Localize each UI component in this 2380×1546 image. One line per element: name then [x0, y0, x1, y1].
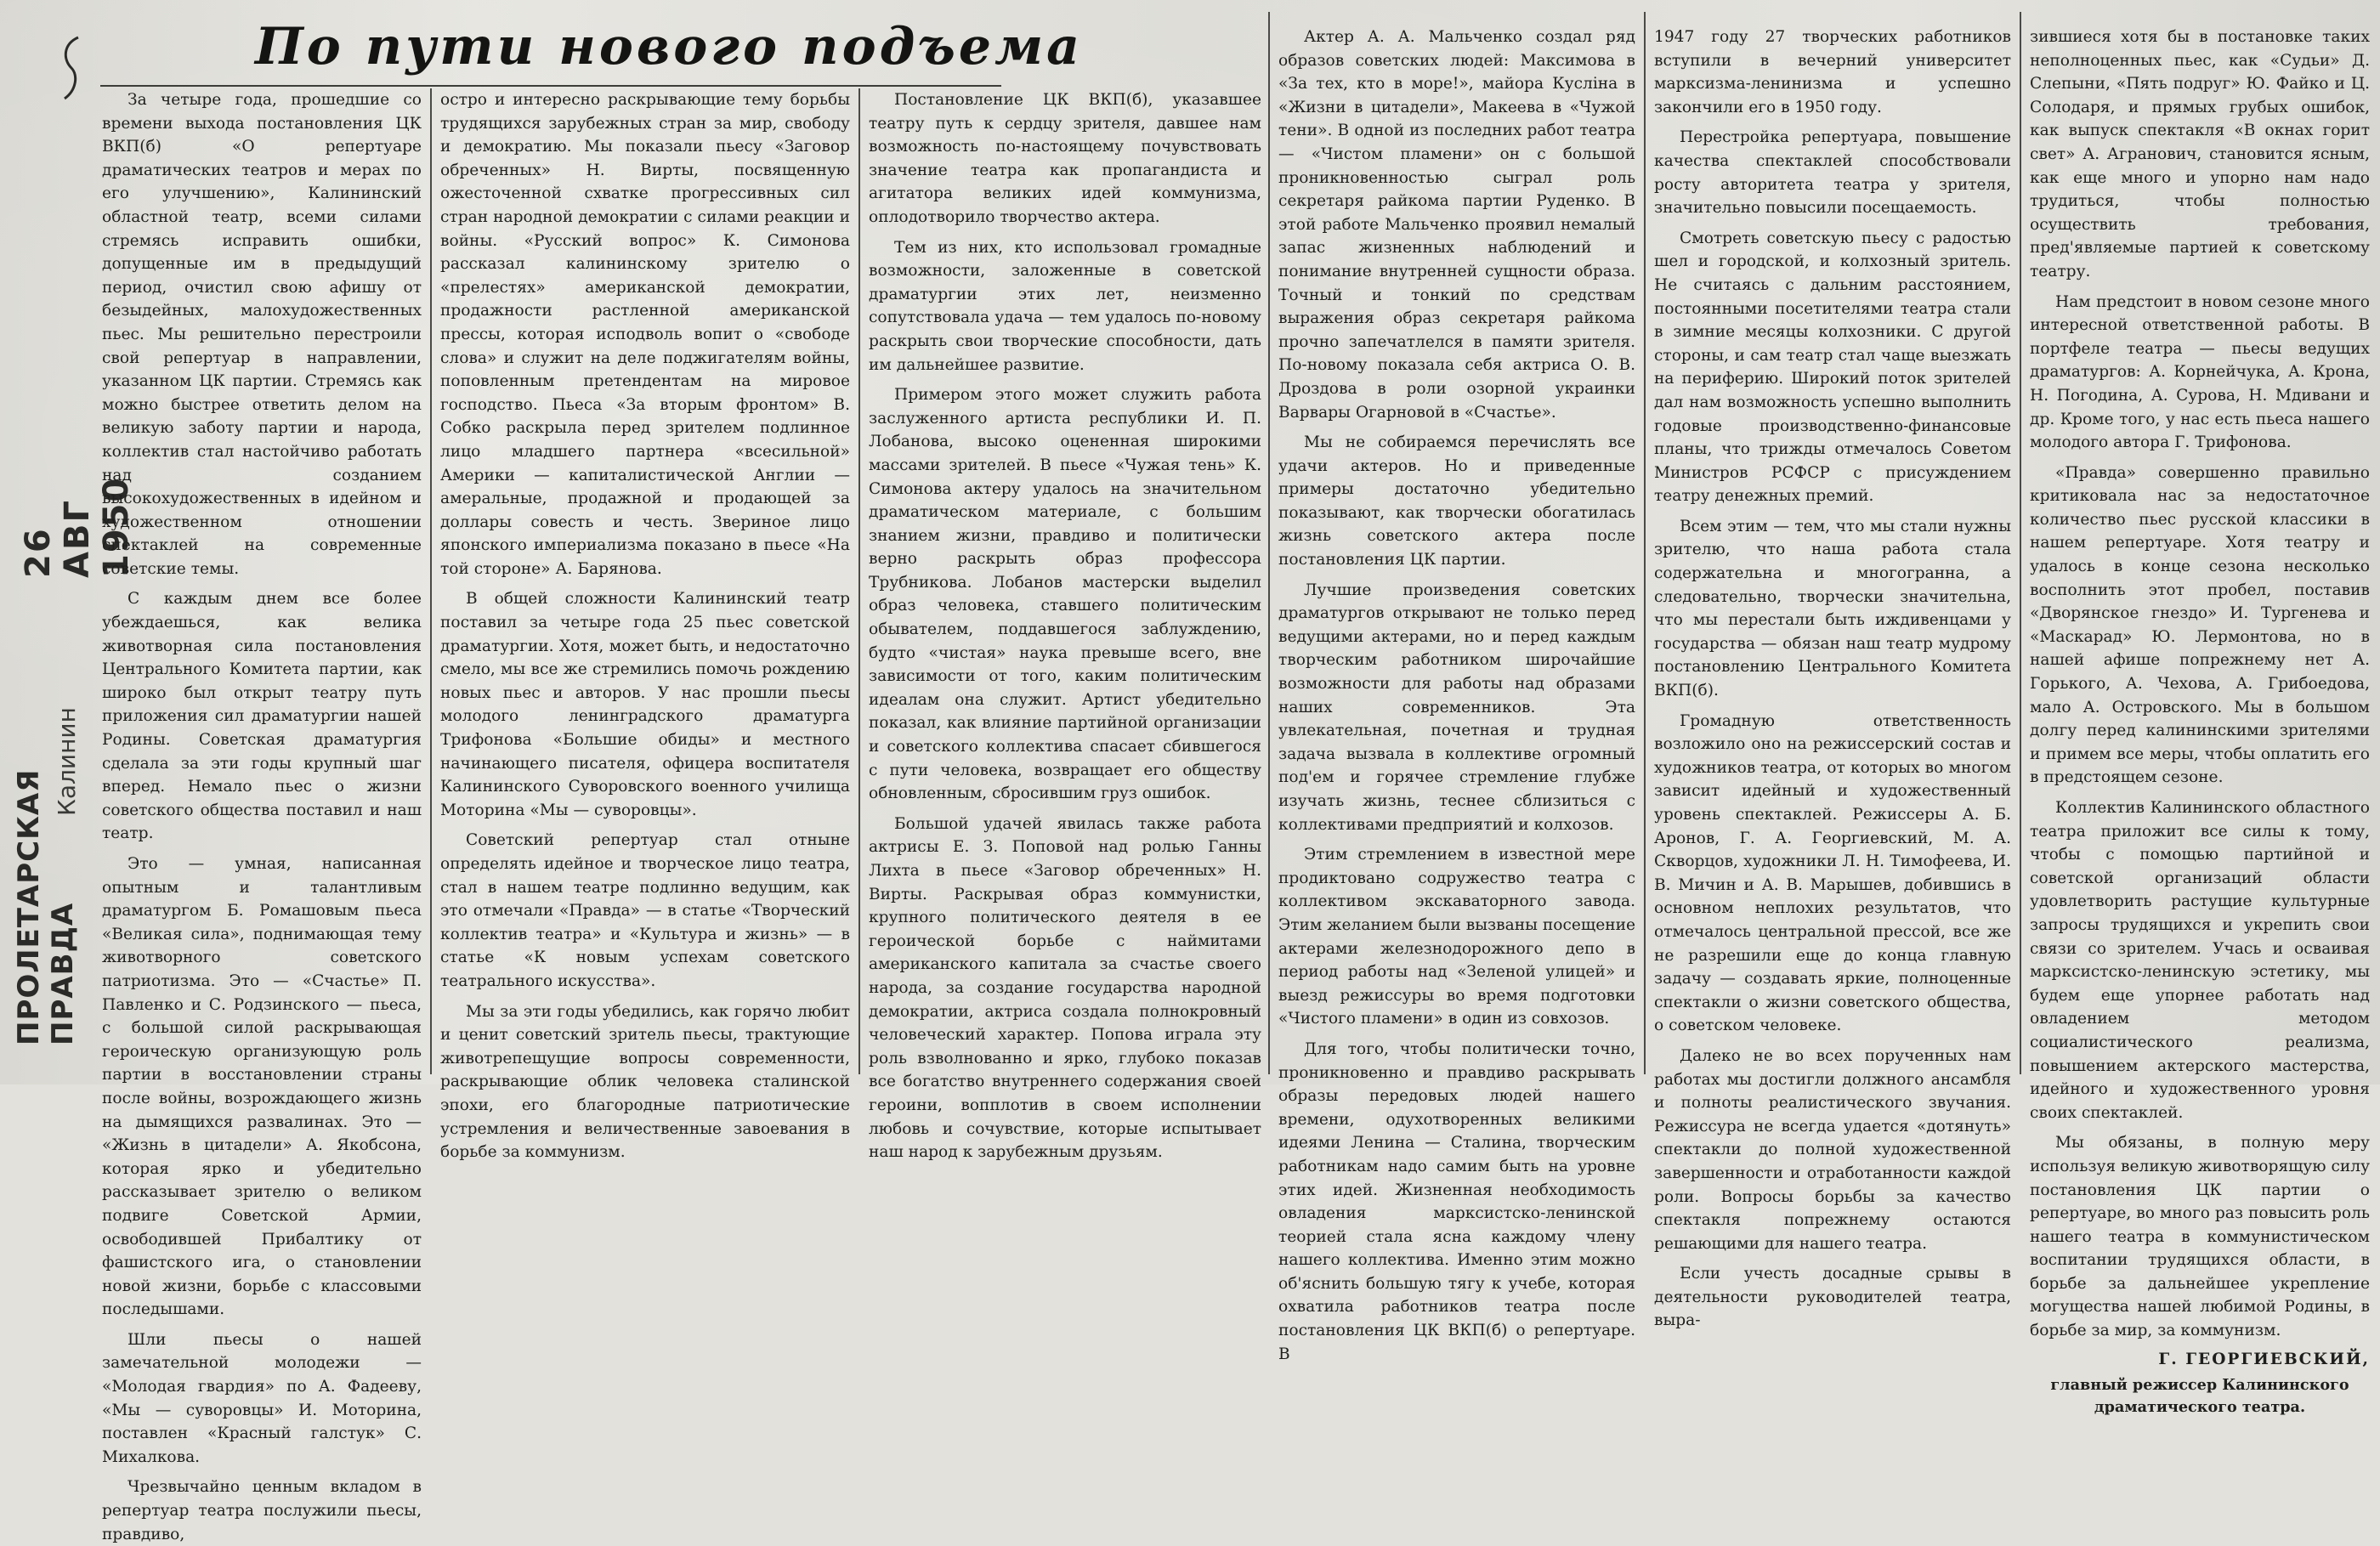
paragraph: 1947 году 27 творческих работников вступили в вечерний университет марксизма-ленинизма и успешно закончили его в 1950 году.: [1654, 28, 2011, 116]
paragraph: Мы за эти годы убедились, как горячо любит и ценит советский зритель пьесы, трактующие животрепещущие вопросы современности, раскрывающие облик человека сталинской эпохи, его благородные патриотические устремления и величественные завоевания в борьбе за коммунизм.: [440, 1002, 850, 1162]
article-column-1: [102, 88, 422, 1543]
paragraph: Этим стремлением в известной мере продиктовано содружество театра с коллективом экскаваторного завода. Этим желанием были вызваны посещение актерами железнодорожного депо в период работы над «Зеленой улицей» и выезд режиссуры во время подготовки «Чистого пламени» в один из совхозов.: [1278, 846, 1635, 1028]
article-column-4: [1278, 25, 1635, 1363]
paragraph: Большой удачей явилась также работа актрисы Е. З. Поповой над ролью Ганны Лихта в пьесе «Заговор обреченных» Н. Вирты. Раскрывая образ коммунистки, крупного политического деятеля в ее героической борьбе с наймитами американского капитала за счастье своего народа, за создание государства народной демократии, актриса создала полнокровный человеческий характер. Попова играла эту роль взволнованно и ярко, глубоко показав все богатство внутреннего содержания своей героини, вопплотив в своем исполнении любовь и сочувствие, которые испытывает наш народ к зарубежным друзьям.: [869, 814, 1261, 1162]
paragraph: Далеко не во всех порученных нам работах мы достигли должного ансамбля и полноты реалистического звучания. Режиссура не всегда удается «дотянуть» спектакли до полной художественной завершенности и отработанности каждой роли. Вопросы борьбы за качество спектакля попрежнему остаются решающими для нашего театра.: [1654, 1046, 2011, 1253]
author-title: главный режиссер Калининского драматического театра.: [2050, 1376, 2349, 1417]
article-column-3: [869, 88, 1261, 1162]
paragraph: За четыре года, прошедшие со времени выхода постановления ЦК ВКП(б) «О репертуаре драматических театров и мерах по его улучшению», Калининский областной театр, всеми силами стремясь исправить ошибки, допущенные им в предыдущий период, очистил свою афишу от безыдейных, малохудожественных пьес. Мы решительно перестроили свой репертуар в направлении, указанном ЦК партии. Стремясь как можно быстрее ответить делом на великую заботу партии и народа, коллектив стал настойчиво работать над созданием высокохудожественных в идейном и художественном отношении спектаклей на современные советские темы.: [102, 91, 422, 578]
column-rule: [1644, 12, 1646, 1074]
paragraph: Мы обязаны, в полную меру используя великую животворящую силу постановления ЦК партии о репертуаре, во много раз повысить роль нашего театра в коммунистическом воспитании трудящихся области, в борьбе за дальнейшее укрепление могущества нашей любимой Родины, в борьбе за мир, за коммунизм.: [2030, 1134, 2371, 1340]
article-headline: По пути нового подъема: [255, 17, 1084, 76]
paragraph: Лучшие произведения советских драматургов открывают не только перед ведущими актерами, но и перед каждым творческим работником широчайшие возможности для работы над образами наших современников. Эта увлекательная, почетная и трудная задача вызвала в коллективе огромный под'ем и горячее стремление глубже изучать жизнь, теснее сблизиться с коллективами предприятий и колхозов.: [1278, 580, 1635, 834]
paragraph: Мы не собираемся перечислять все удачи актеров. Но и приведенные примеры достаточно убедительно показывают, как творчески обогатилась жизнь советского актера после постановления ЦК партии.: [1278, 433, 1635, 569]
paragraph: остро и интересно раскрывающие тему борьбы трудящихся зарубежных стран за мир, свободу и демократию. Мы показали пьесу «Заговор обреченных» Н. Вирты, посвященную ожесточенной схватке прогрессивных сил стран народной демократии с силами реакции и войны. «Русский вопрос» К. Симонова рассказал калининскому зрителю о «прелестях» американской демократии, продажности растленной американской прессы, которая исподволь вопит о «свободе слова» и служит на деле поджигателям войны, поповленным претендентам на мировое господство. Пьеса «За вторым фронтом» В. Собко раскрыла перед зрителем подлинное лицо младшего партнера «всесильной» Америки — капиталистической Англии — амеральные, продажной и продающей за доллары совесть и честь. Звериное лицо японского империализма показано в пьесе «На той стороне» А. Барянова.: [440, 91, 850, 578]
article-column-5: [1654, 25, 2011, 1330]
paragraph: Тем из них, кто использовал громадные возможности, заложенные в советской драматургии этих лет, неизменно сопутствовала удача — тем удалось по-новому раскрыть свои творческие способности, дать им дальнейшее развитие.: [869, 238, 1261, 374]
newspaper-name: ПРОЛЕТАРСКАЯ ПРАВДА: [12, 768, 80, 1045]
paragraph: В общей сложности Калининский театр поставил за четыре года 25 пьес советской драматургии. Хотя, может быть, и недостаточно смело, мы все же стремились помочь рождению новых пьес и авторов. У нас прошли пьесы молодого ленинградского драматурга Трифонова «Большие обиды» и местного начинающего писателя, офицера воспитателя Калининского Суворовского военного училища Моторина «Мы — суворовцы».: [440, 590, 850, 819]
headline-underline: [100, 85, 1001, 87]
paragraph: Чрезвычайно ценным вкладом в репертуар театра послужили пьесы, правдиво,: [102, 1478, 422, 1543]
paragraph: Актер А. А. Мальченко создал ряд образов советских людей: Максимова в «За тех, кто в море!», майора Кусліна в «Жизни в цитадели», Макеева в «Чужой тени». В одной из последних работ театра — «Чистом пламени» он с большой проникновенностью сыграл роль секретаря райкома партии Руденко. В этой работе Мальченко проявил немалый запас жизненных наблюдений и понимание внутренней сущности образа. Точный и тонкий по средствам выражения образ секретаря райкома прочно запечатлелся в памяти зрителя. По-новому показала себя актриса О. В. Дроздова в роли озорной украинки Варвары Огарновой в «Счастье».: [1278, 28, 1635, 422]
paragraph: Громадную ответственность возложило оно на режиссерский состав и художников театра, от которых во многом зависит идейный и художественный уровень спектаклей. Режиссеры А. Б. Аронов, Г. А. Георгиевский, М. А. Скворцов, художники Л. Н. Тимофеева, И. В. Мичин и А. В. Марышев, добившись в основном неплохих результатов, что отмечалось центральной прессой, все же не разрешили еще до конца главную задачу — создавать яркие, полноценные спектакли о жизни советского общества, о советском человеке.: [1654, 711, 2011, 1035]
paragraph: Если учесть досадные срывы в деятельности руководителей театра, выра-: [1654, 1265, 2011, 1330]
paragraph: Шли пьесы о нашей замечательной молодежи — «Молодая гвардия» по А. Фадееву, «Мы — суворовцы» И. Моторина, поставлен «Красный галстук» С. Михалкова.: [102, 1330, 422, 1466]
author-signature: Г. ГЕОРГИЕВСКИЙ,: [2158, 1350, 2370, 1368]
paragraph: С каждым днем все более убеждаешься, как велика животворная сила постановления Центрального Комитета партии, как широко был открыт театру путь приложения сил драматургии нашей Родины. Советская драматургия сделала за эти годы крупный шаг вперед. Немало пьес о жизни советского общества поставил и наш театр.: [102, 590, 422, 843]
paragraph: Всем этим — тем, что мы стали нужны зрителю, что наша работа стала содержательна и многогранна, а следовательно, творчески значительна, что мы перестали быть иждивенцами у государства — обязан наш театр мудрому постановлению Центрального Комитета ВКП(б).: [1654, 517, 2011, 700]
clipping-city: Калинин: [53, 707, 81, 816]
column-rule: [1268, 12, 1270, 1074]
column-rule: [858, 88, 860, 1074]
article-column-2: [440, 88, 850, 1162]
paragraph: Перестройка репертуара, повышение качества спектаклей способствовали росту авторитета театра у зрителя, значительно повысили посещаемость.: [1654, 128, 2011, 218]
paragraph: Постановление ЦК ВКП(б), указавшее театру путь к сердцу зрителя, давшее нам возможность по-настоящему почувствовать значение театра как пропагандиста и агитатора великих идей коммунизма, оплодотворило творчество актера.: [869, 91, 1261, 226]
paragraph: Советский репертуар стал отныне определять идейное и творческое лицо театра, стал в нашем театре подлинно ведущим, как это отмечали «Правда» — в статье «Творческий коллектив театра» и «Культура и жизнь» — в статье «К новым успехам советского театрального искусства».: [440, 831, 850, 990]
clipping-date: 26 АВГ 1950: [19, 476, 136, 578]
paragraph: Это — умная, написанная опытным и талантливым драматургом Б. Ромашовым пьеса «Великая сила», поднимающая тему животворного советского патриотизма. Это — «Счастье» П. Павленко и С. Родзинского — пьеса, с большой силой раскрывающая героическую организующую роль партии в восстановлении страны после войны, возрождающего жизнь на дымящихся развалинах. Это — «Жизнь в цитадели» А. Якобсона, которая ярко и убедительно рассказывает зрителю о великом подвиге Советской Армии, освободившей Прибалтику от фашистского ига, о становлении новой жизни, борьбе с классовыми последышами.: [102, 855, 422, 1319]
paragraph: «Правда» совершенно правильно критиковала нас за недостаточное количество пьес русской классики в нашем репертуаре. Хотя театру и удалось в конце сезона несколько восполнить этот пробел, поставив «Дворянское гнездо» И. Тургенева и «Маскарад» Ю. Лермонтова, но в нашей афише попрежнему нет А. Горького, А. Чехова, А. Грибоедова, мало А. Островского. Мы в большом долгу перед калининскими зрителями и примем все меры, чтобы оплатить его в предстоящем сезоне.: [2030, 463, 2370, 787]
margin-pencil-mark: [60, 34, 85, 102]
paragraph: Для того, чтобы политически точно, проникновенно и правдиво раскрывать образы передовых людей нашего времени, одухотворенных великими идеями Ленина — Сталина, творческим работникам надо самим быть на уровне этих идей. Жизненная необходимость овладения марксистско-ленинской теорией стала ясна каждому члену нашего коллектива. Именно этим можно об'яснить большую тягу к учебе, которая охватила работников театра после постановления ЦК ВКП(б) о репертуаре. В: [1278, 1039, 1635, 1363]
paragraph: Примером этого может служить работа заслуженного артиста республики И. П. Лобанова, высоко оцененная широкими массами зрителей. В пьесе «Чужая тень» К. Симонова актеру удалось на значительном драматическом материале, с большим знанием жизни, правдиво и политически верно раскрыть образ профессора Трубникова. Лобанов мастерски выделил образ человека, ставшего политическим обывателем, поддавшегося заблуждению, будто «чистая» наука превыше всего, вне зависимости от того, каким политическим идеалам она служит. Артист убедительно показал, как влияние партийной организации и советского коллектива спасает сбившегося с пути человека, возвращает его обществу обновленным, сбросившим груз ошибок.: [869, 386, 1261, 803]
column-rule: [2020, 12, 2021, 1074]
paragraph: Коллектив Калининского областного театра приложит все силы к тому, чтобы с помощью партийной и советской организаций области удовлетворить растущие культурные запросы трудящихся и укрепить свои связи со зрителем. Учась и осваивая марксистско-ленинскую эстетику, мы будем еще упорнее работать над овладением методом социалистического реализма, повышением актерского мастерства, идейного и художественного уровня своих спектаклей.: [2030, 799, 2370, 1122]
column-rule: [430, 88, 432, 1074]
paragraph: Смотреть советскую пьесу с радостью шел и городской, и колхозный зритель. Не считаясь с дальним расстоянием, постоянными посетителями театра стали в зимние месяцы колхозники. С другой стороны, и сам театр стал чаще выезжать на периферию. Широкий поток зрителей дал нам возможность успешно выполнить годовые производственно-финансовые планы, что трижды отмечалось Советом Министров РСФСР с присуждением театру денежных премий.: [1654, 229, 2011, 506]
article-column-6: [2030, 25, 2371, 1417]
paragraph: Нам предстоит в новом сезоне много интересной ответственной работы. В портфеле театра — пьесы ведущих драматургов: А. Корнейчука, А. Крона, Н. Погодина, А. Сурова, Н. Мдивани и др. Кроме того, у нас есть пьеса нашего молодого автора Г. Трифонова.: [2030, 292, 2370, 452]
paragraph: зившиеся хотя бы в постановке таких неполноценных пьес, как «Судьи» Д. Слепыни, «Пять подруг» Ю. Файко и Ц. Солодаря, и прямых грубых ошибок, как выпуск спектакля «В окнах горит свет» А. Агранович, становится ясным, как еще много и упорно нам надо трудиться, чтобы полностью осуществить требования, пред'являемые партией к советскому театру.: [2030, 28, 2370, 280]
